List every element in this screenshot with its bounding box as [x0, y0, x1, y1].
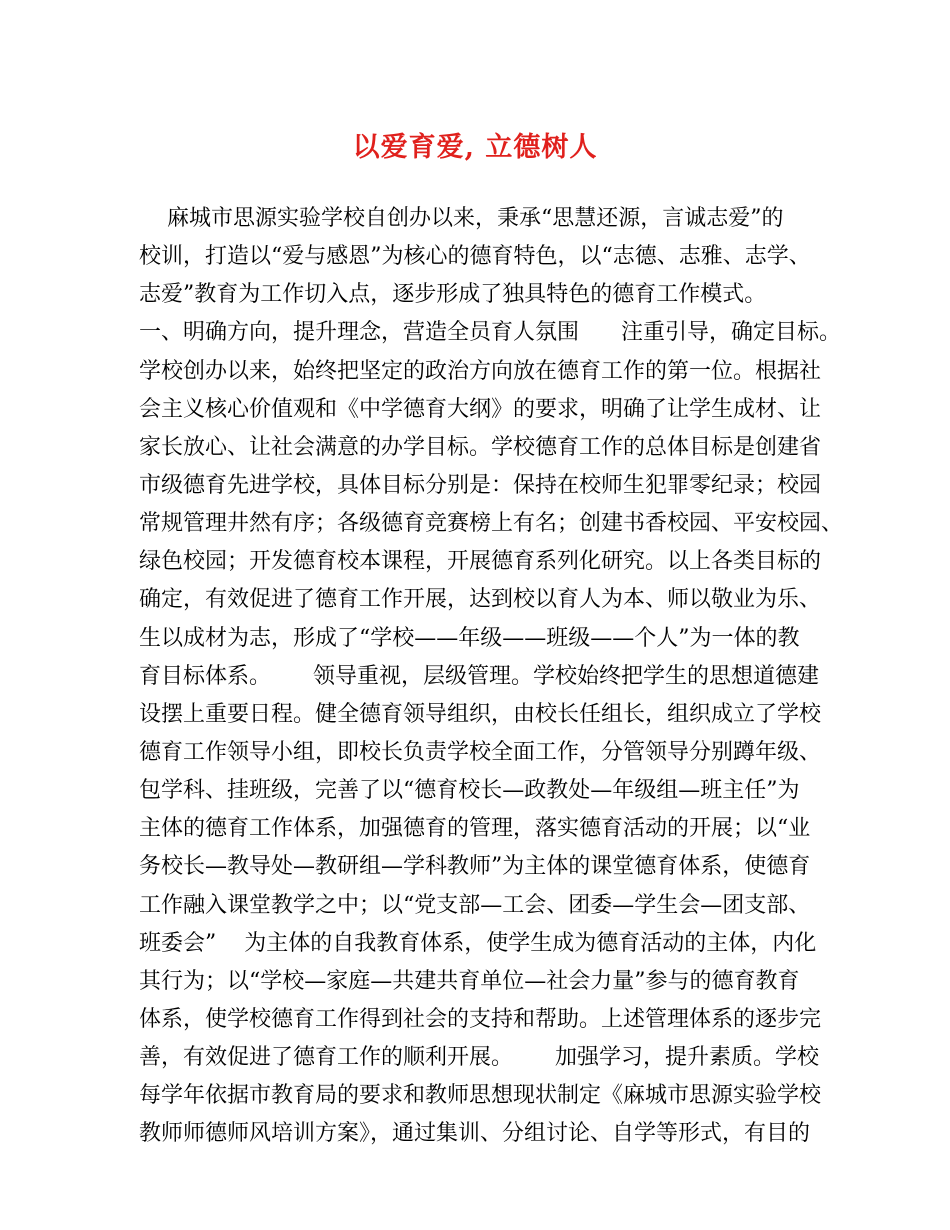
body-line: 确定，有效促进了德育工作开展，达到校以育人为本、师以敬业为乐、 [139, 587, 822, 613]
body-line: 务校长—教导处—教研组—学科教师”为主体的课堂德育体系，使德育 [139, 854, 811, 880]
body-line: 主体的德育工作体系，加强德育的管理，落实德育活动的开展；以“业 [139, 816, 811, 842]
body-line: 设摆上重要日程。健全德育领导组织，由校长任组长，组织成立了学校 [139, 701, 822, 727]
body-line: 德育工作领导小组，即校长负责学校全面工作，分管领导分别蹲年级、 [139, 739, 822, 765]
body-line: 善，有效促进了德育工作的顺利开展。 加强学习，提升素质。学校 [139, 1045, 819, 1071]
body-line: 家长放心、让社会满意的办学目标。学校德育工作的总体目标是创建省 [139, 434, 822, 460]
body-line: 其行为；以“学校—家庭—共建共育单位—社会力量”参与的德育教育 [139, 968, 800, 994]
body-line: 教师师德师风培训方案》，通过集训、分组讨论、自学等形式，有目的 [139, 1121, 811, 1147]
body-line: 生以成材为志，形成了“学校——年级——班级——个人”为一体的教 [139, 625, 800, 651]
body-line: 志爱”教育为工作切入点，逐步形成了独具特色的德育工作模式。 [139, 282, 767, 308]
document-title: 以爱育爱, 立德树人 [352, 132, 598, 163]
body-line: 工作融入课堂教学之中；以“党支部—工会、团委—学生会—团支部、 [139, 892, 811, 918]
body-line: 麻城市思源实验学校自创办以来，秉承“思慧还源，言诚志爱”的 [139, 206, 784, 231]
document-body [139, 200, 844, 1154]
body-line: 体系，使学校德育工作得到社会的支持和帮助。上述管理体系的逐步完 [139, 1006, 822, 1032]
body-line: 绿色校园；开发德育校本课程，开展德育系列化研究。以上各类目标的 [139, 549, 822, 575]
body-line: 校训，打造以“爱与感恩”为核心的德育特色，以“志德、志雅、志学、 [139, 244, 811, 270]
body-line: 市级德育先进学校，具体目标分别是：保持在校师生犯罪零纪录；校园 [139, 472, 822, 498]
body-line: 学校创办以来，始终把坚定的政治方向放在德育工作的第一位。根据社 [139, 358, 822, 384]
body-line: 包学科、挂班级，完善了以“德育校长—政教处—年级组—班主任”为 [139, 778, 800, 804]
section-heading-line: 一、明确方向，提升理念，营造全员育人氛围 注重引导，确定目标。 [139, 320, 841, 346]
body-line: 常规管理井然有序；各级德育竞赛榜上有名；创建书香校园、平安校园、 [139, 511, 844, 537]
body-line: 每学年依据市教育局的要求和教师思想现状制定《麻城市思源实验学校 [139, 1083, 822, 1109]
body-line: 会主义核心价值观和《中学德育大纲》的要求，明确了让学生成材、让 [139, 396, 822, 422]
body-line: 育目标体系。 领导重视，层级管理。学校始终把学生的思想道德建 [139, 663, 819, 689]
body-line: 班委会” 为主体的自我教育体系，使学生成为德育活动的主体，内化 [139, 930, 817, 956]
